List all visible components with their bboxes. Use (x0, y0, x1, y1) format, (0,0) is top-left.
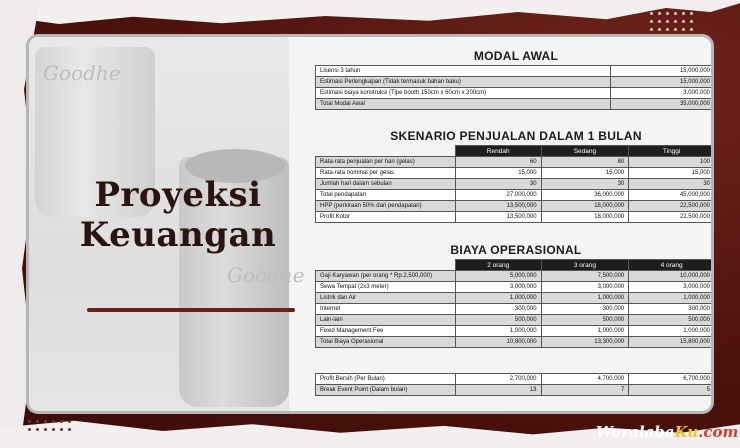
cell-value: 5,000,000 (455, 271, 541, 282)
column-header: Rendah (455, 146, 541, 157)
cell-value: 3,000,000 (611, 88, 714, 99)
table-row (316, 326, 715, 337)
column-header: Sedang (541, 146, 629, 157)
table-row (316, 88, 715, 99)
section-title-modal-awal: MODAL AWAL (473, 49, 559, 63)
column-header: 4 orang (629, 260, 714, 271)
table-header-row (316, 146, 715, 157)
cell-value: 500,000 (541, 315, 629, 326)
cell-label: Internet (316, 304, 456, 315)
watermark-part: Waralaba (596, 423, 675, 441)
cell-value: 3,000,000 (541, 282, 629, 293)
table-row (316, 282, 715, 293)
cell-label: Total pendapatan (316, 190, 456, 201)
column-header: Tinggi (629, 146, 714, 157)
table-row (316, 304, 715, 315)
cell-label: Rata-rata nominal per gelas (316, 168, 456, 179)
cell-label: Listrik dan Air (316, 293, 456, 304)
table-row (316, 190, 715, 201)
decorative-dots (28, 420, 71, 431)
cell-value: 4,700,000 (541, 374, 629, 385)
cell-value: 36,000,000 (541, 190, 629, 201)
cell-value: 18,000,000 (541, 201, 629, 212)
title-underline (87, 308, 295, 312)
cell-value: 30 (629, 179, 714, 190)
cell-value: 100 (629, 157, 714, 168)
decorative-dots (650, 12, 693, 31)
cell-value: 7,500,000 (541, 271, 629, 282)
table-row (316, 271, 715, 282)
table-row (316, 201, 715, 212)
watermark-part: .com (698, 423, 739, 441)
content-card (26, 34, 714, 414)
cell-value: 1,000,000 (541, 326, 629, 337)
table-modal-awal (315, 65, 714, 110)
cell-label: Lisensi 3 tahun (316, 66, 611, 77)
cell-value: 35,000,000 (611, 99, 714, 110)
cell-value: 3,000,000 (455, 282, 541, 293)
table-row (316, 337, 715, 348)
table-biaya-operasional (315, 259, 714, 348)
cell-value: 1,000,000 (541, 293, 629, 304)
cell-label: Profit Bersih (Per Bulan) (316, 374, 456, 385)
cell-value: 10,800,000 (455, 337, 541, 348)
table-row (316, 157, 715, 168)
table-header-row (316, 260, 715, 271)
cell-label: Break Event Point (Dalam bulan) (316, 385, 456, 396)
cell-value: 15,000 (541, 168, 629, 179)
cell-value: 13 (455, 385, 541, 396)
cell-label: Profit Kotor (316, 212, 456, 223)
brand-logo: Goodhe (227, 263, 305, 287)
table-row (316, 293, 715, 304)
cell-value: 500,000 (455, 315, 541, 326)
table-row (316, 374, 715, 385)
cell-value: 1,000,000 (629, 293, 714, 304)
cell-value: 18,000,000 (541, 212, 629, 223)
cell-value: 5 (629, 385, 714, 396)
cell-value: 2,700,000 (455, 374, 541, 385)
cell-value: 300,000 (629, 304, 714, 315)
cell-value: 7 (541, 385, 629, 396)
header-blank (316, 260, 456, 271)
table-skenario (315, 145, 714, 223)
finance-panel (315, 37, 714, 414)
cell-value: 27,000,000 (455, 190, 541, 201)
column-header: 3 orang (541, 260, 629, 271)
cell-value: 45,000,000 (629, 190, 714, 201)
cell-value: 80 (541, 157, 629, 168)
table-row (316, 77, 715, 88)
page-title (73, 175, 283, 255)
cell-value: 500,000 (629, 315, 714, 326)
cell-value: 30 (541, 179, 629, 190)
cell-value: 300,000 (455, 304, 541, 315)
cell-value: 15,000 (455, 168, 541, 179)
cell-value: 15,000,000 (611, 66, 714, 77)
cell-label: HPP (perkiraan 50% dari pendapatan) (316, 201, 456, 212)
cell-label: Lain-lain (316, 315, 456, 326)
header-blank (316, 146, 456, 157)
table-row (316, 99, 715, 110)
table-ringkasan (315, 373, 714, 396)
cell-label: Total Modal Awal (316, 99, 611, 110)
table-row (316, 179, 715, 190)
cell-value: 13,300,000 (541, 337, 629, 348)
cell-value: 1,000,000 (629, 326, 714, 337)
column-header: 2 orang (455, 260, 541, 271)
cell-label: Estimasi biaya konstruksi (Tipe booth 150cm x 60cm x 200cm) (316, 88, 611, 99)
cell-value: 6,700,000 (629, 374, 714, 385)
cell-value: 3,000,000 (629, 282, 714, 293)
cell-value: 15,000 (629, 168, 714, 179)
table-row (316, 385, 715, 396)
cell-value: 13,500,000 (455, 212, 541, 223)
cell-label: Fixed Management Fee (316, 326, 456, 337)
brand-logo: Goodhe (43, 61, 121, 85)
cell-label: Jumlah hari dalam sebulan (316, 179, 456, 190)
watermark-part: Ku (674, 423, 699, 441)
cell-value: 1,000,000 (455, 293, 541, 304)
table-row (316, 315, 715, 326)
cell-value: 13,500,000 (455, 201, 541, 212)
title-line-1: Proyeksi (94, 175, 262, 215)
cell-value: 300,000 (541, 304, 629, 315)
table-row (316, 66, 715, 77)
watermark-logo (596, 423, 738, 441)
section-title-skenario: SKENARIO PENJUALAN DALAM 1 BULAN (390, 129, 642, 143)
cell-value: 22,500,000 (629, 212, 714, 223)
cell-value: 1,000,000 (455, 326, 541, 337)
cell-label: Gaji Karyawan (per orang * Rp.2,500,000) (316, 271, 456, 282)
cell-value: 15,000,000 (611, 77, 714, 88)
section-title-biaya: BIAYA OPERASIONAL (450, 243, 582, 257)
table-row (316, 212, 715, 223)
cell-label: Total Biaya Operasional (316, 337, 456, 348)
table-row (316, 168, 715, 179)
cell-label: Sewa Tempat (2x3 meter) (316, 282, 456, 293)
title-line-2: Keuangan (79, 215, 277, 255)
cell-label: Estimasi Perlengkapan (Tidak termasuk bahan baku) (316, 77, 611, 88)
cell-value: 15,800,000 (629, 337, 714, 348)
cell-value: 10,000,000 (629, 271, 714, 282)
cell-label: Rata-rata penjualan per hari (gelas) (316, 157, 456, 168)
cell-value: 60 (455, 157, 541, 168)
cell-value: 30 (455, 179, 541, 190)
cell-value: 22,500,000 (629, 201, 714, 212)
